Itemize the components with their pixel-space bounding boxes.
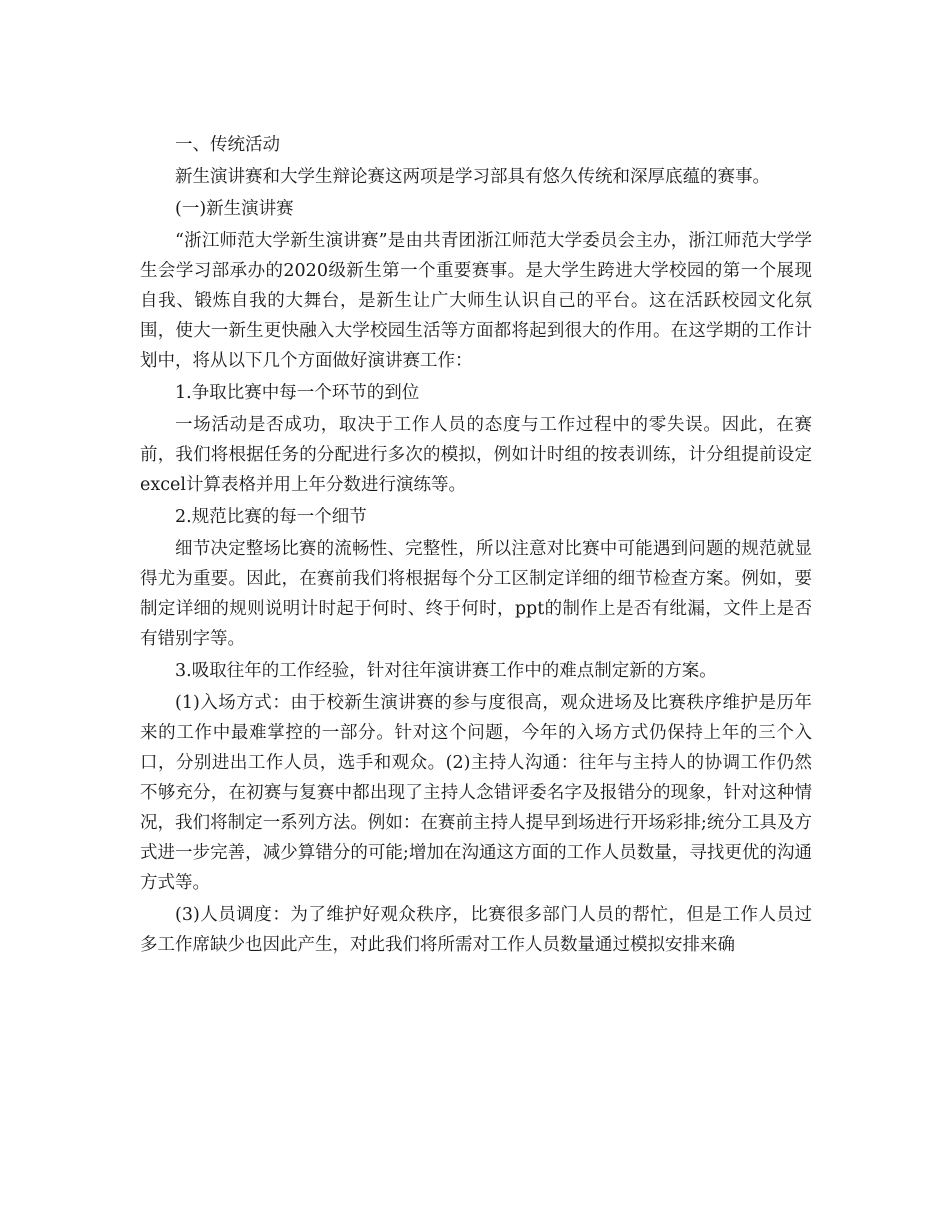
section-heading: 一、传统活动 xyxy=(175,135,280,155)
subsection-heading: (一)新生演讲赛 xyxy=(175,199,294,219)
item-heading: 1.争取比赛中每一个环节的到位 xyxy=(175,383,420,403)
item-heading: 2.规范比赛的每一个细节 xyxy=(175,507,367,527)
body-paragraph: (3)人员调度：为了维护好观众秩序，比赛很多部门人员的帮忙，但是工作人员过多工作席缺少也因此产生，对此我们将所需对工作人员数量通过模拟安排来确 xyxy=(140,905,812,955)
document-body xyxy=(140,130,812,960)
body-paragraph: 细节决定整场比赛的流畅性、完整性，所以注意对比赛中可能遇到问题的规范就显得尤为重要。因此，在赛前我们将根据每个分工区制定详细的细节检查方案。例如，要制定详细的规则说明计时起于何时、终于何时，ppt的制作上是否有纰漏，文件上是否有错别字等。 xyxy=(140,539,812,649)
body-paragraph: 一场活动是否成功，取决于工作人员的态度与工作过程中的零失误。因此，在赛前，我们将根据任务的分配进行多次的模拟，例如计时组的按表训练，计分组提前设定excel计算表格并用上年分数进行演练等。 xyxy=(140,415,812,495)
item-heading: 3.吸取往年的工作经验，针对往年演讲赛工作中的难点制定新的方案。 xyxy=(175,661,717,681)
body-paragraph: “浙江师范大学新生演讲赛”是由共青团浙江师范大学委员会主办，浙江师范大学学生会学习部承办的2020级新生第一个重要赛事。是大学生跨进大学校园的第一个展现自我、锻炼自我的大舞台，是新生让广大师生认识自己的平台。这在活跃校园文化氛围，使大一新生更快融入大学校园生活等方面都将起到很大的作用。在这学期的工作计划中，将从以下几个方面做好演讲赛工作： xyxy=(140,231,812,371)
body-paragraph: (1)入场方式：由于校新生演讲赛的参与度很高，观众进场及比赛秩序维护是历年来的工作中最难掌控的一部分。针对这个问题，今年的入场方式仍保持上年的三个入口，分别进出工作人员，选手和观众。(2)主持人沟通：往年与主持人的协调工作仍然不够充分，在初赛与复赛中都出现了主持人念错评委名字及报错分的现象，针对这种情况，我们将制定一系列方法。例如：在赛前主持人提早到场进行开场彩排;统分工具及方式进一步完善，减少算错分的可能;增加在沟通这方面的工作人员数量，寻找更优的沟通方式等。 xyxy=(140,693,812,893)
intro-paragraph: 新生演讲赛和大学生辩论赛这两项是学习部具有悠久传统和深厚底蕴的赛事。 xyxy=(175,167,770,187)
